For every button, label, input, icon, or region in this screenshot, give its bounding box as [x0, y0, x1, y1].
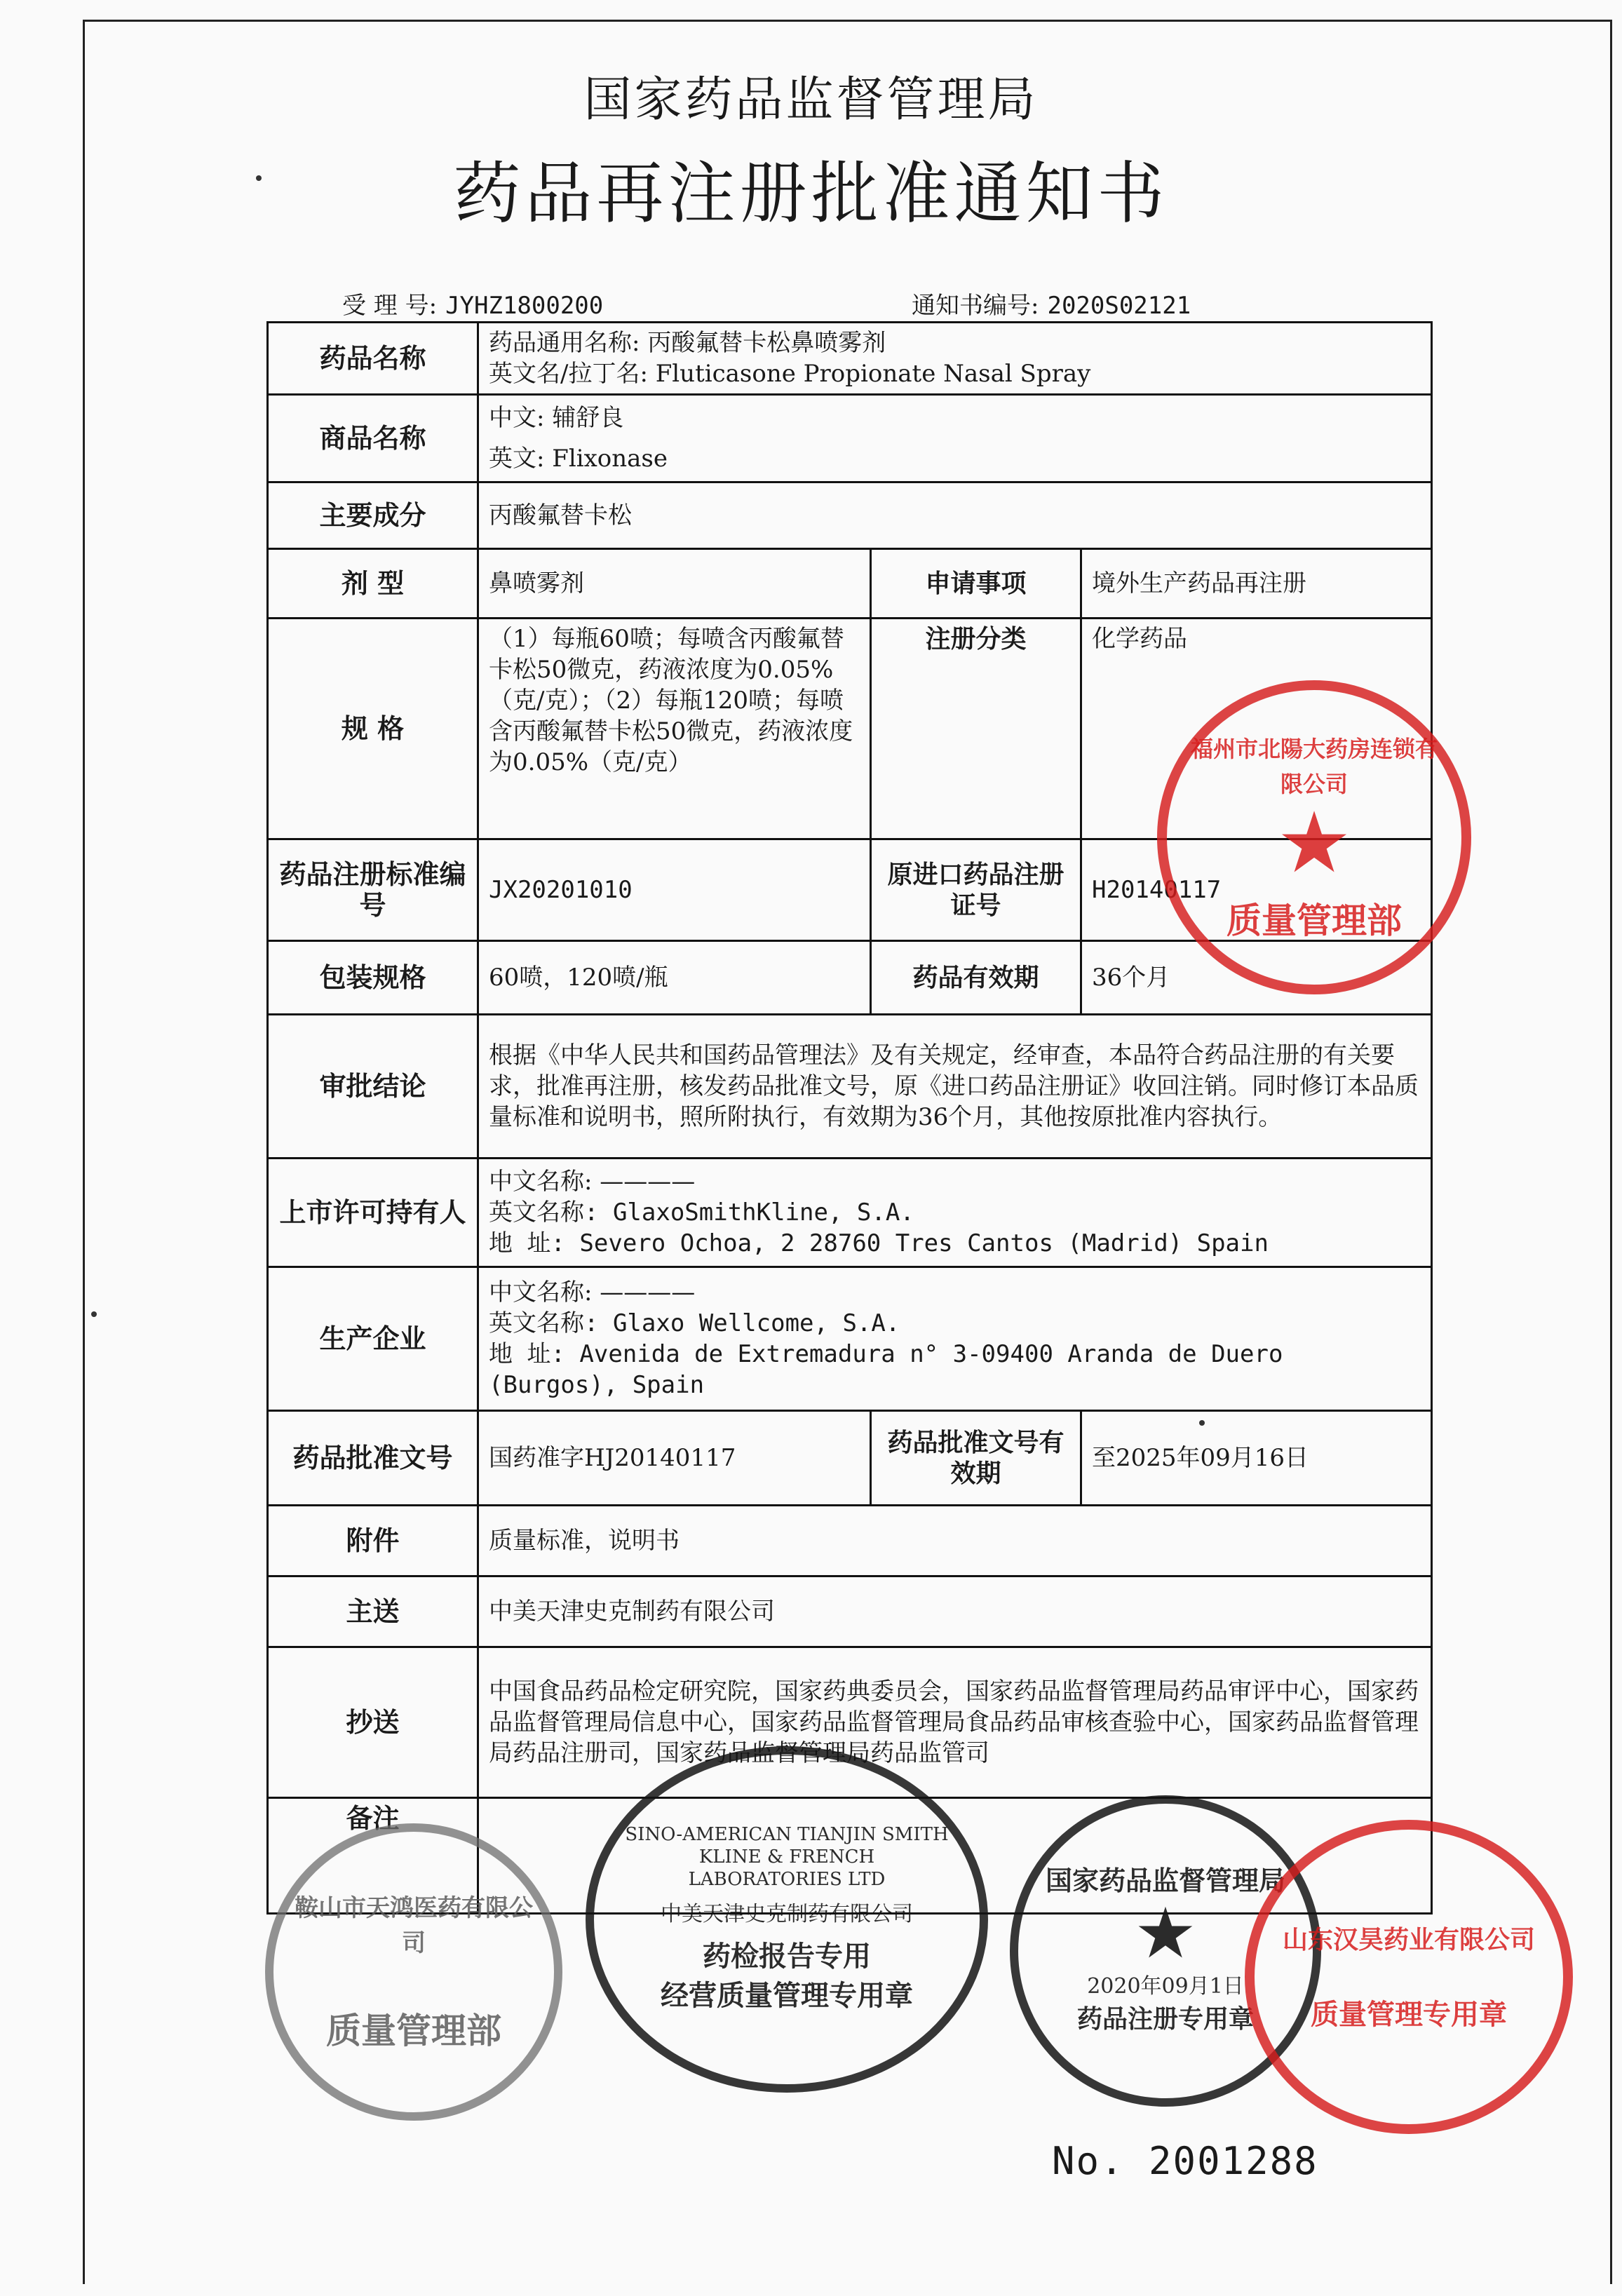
standard-no-label: 药品注册标准编号: [268, 839, 478, 941]
packaging-label: 包装规格: [268, 941, 478, 1015]
spec-value: （1）每瓶60喷；每喷含丙酸氟替卡松50微克，药液浓度为0.05%（克/克）；（2）每瓶120喷；每喷含丙酸氟替卡松50微克，药液浓度为0.05%（克/克）: [478, 619, 871, 839]
orig-import-value: H20140117: [1081, 839, 1432, 941]
gray-company-stamp: [265, 1823, 562, 2121]
red-distributor-dept: 质量管理专用章: [1311, 1997, 1507, 2031]
mah-en: 英文名称: GlaxoSmithKline, S.A.: [489, 1198, 914, 1227]
mah-value: [478, 1159, 1432, 1267]
dosage-form-value: 鼻喷雾剂: [478, 549, 871, 619]
category-value: 化学药品: [1081, 619, 1432, 839]
gray-stamp-ring: 鞍山市天鸿医药有限公司: [295, 1894, 533, 1957]
scan-speck: [91, 1311, 97, 1317]
gray-stamp-dept: 质量管理部: [326, 2010, 501, 2051]
notice-label: 通知书编号:: [912, 292, 1039, 320]
row-trade-name: [268, 395, 1432, 482]
row-approval-no: [268, 1411, 1432, 1506]
row-recipient: [268, 1576, 1432, 1647]
spec-label: 规 格: [268, 619, 478, 839]
scan-speck: [256, 175, 262, 181]
red-stamp-ring: 福州市北陽大药房连锁有限公司: [1190, 736, 1438, 797]
row-dosage-form: [268, 549, 1432, 619]
manufacturer-value: [478, 1267, 1432, 1411]
approval-form: [266, 321, 1433, 1915]
row-ingredient: [268, 482, 1432, 549]
application-label: 申请事项: [871, 549, 1081, 619]
star-icon-nmpa: ★: [1134, 1892, 1197, 1974]
validity-label: 药品有效期: [871, 941, 1081, 1015]
validity-value: 36个月: [1081, 941, 1432, 1015]
orig-import-label: 原进口药品注册证号: [871, 839, 1081, 941]
english-name: 英文名/拉丁名: Fluticasone Propionate Nasal Spray: [489, 360, 1091, 388]
agency-name: 国家药品监督管理局: [583, 72, 1039, 128]
drug-name-label: 药品名称: [268, 323, 478, 395]
manufacturer-stamp-cn-ring: 中美天津史克制药有限公司: [661, 1902, 913, 1926]
manufacturer-address: 地 址: Avenida de Extremadura n° 3-09400 Aranda de Duero (Burgos), Spain: [489, 1340, 1283, 1399]
standard-no-value: JX20201010: [478, 839, 871, 941]
mah-cn: 中文名称: ————: [489, 1168, 696, 1196]
manufacturer-stamp-line2: 经营质量管理专用章: [661, 1979, 913, 2012]
scan-speck: [1199, 1420, 1205, 1426]
trade-name-label: 商品名称: [268, 395, 478, 482]
document-title: 药品再注册批准通知书: [453, 154, 1169, 233]
approval-validity-label: 药品批准文号有效期: [871, 1411, 1081, 1506]
acceptance-value: JYHZ1800200: [445, 292, 604, 320]
row-manufacturer: [268, 1267, 1432, 1411]
nmpa-stamp-date: 2020年09月1日: [1087, 1974, 1244, 1999]
ingredient-value: 丙酸氟替卡松: [478, 482, 1432, 549]
category-label: 注册分类: [871, 619, 1081, 839]
acceptance-label: 受 理 号:: [342, 292, 438, 320]
row-conclusion: [268, 1015, 1432, 1159]
cc-label: 抄送: [268, 1647, 478, 1798]
drug-name-value: [478, 323, 1432, 395]
conclusion-label: 审批结论: [268, 1015, 478, 1159]
manufacturer-stamp-line1: 药检报告专用: [703, 1940, 871, 1973]
trade-name-value: [478, 395, 1432, 482]
manufacturer-en: 英文名称: Glaxo Wellcome, S.A.: [489, 1309, 900, 1337]
approval-validity-value: 至2025年09月16日: [1081, 1411, 1432, 1506]
row-attachment: [268, 1506, 1432, 1576]
packaging-value: 60喷，120喷/瓶: [478, 941, 871, 1015]
trade-name-cn: 中文: 辅舒良: [489, 404, 624, 432]
attachment-label: 附件: [268, 1506, 478, 1576]
dosage-form-label: 剂 型: [268, 549, 478, 619]
red-distributor-stamp: [1245, 1820, 1573, 2134]
application-value: 境外生产药品再注册: [1081, 549, 1432, 619]
ingredient-label: 主要成分: [268, 482, 478, 549]
manufacturer-stamp-en-ring: SINO-AMERICAN TIANJIN SMITH KLINE & FRENCH LABORATORIES LTD: [625, 1824, 949, 1890]
notice-value: 2020S02121: [1047, 292, 1191, 320]
red-company-stamp: [1157, 680, 1471, 994]
recipient-value: 中美天津史克制药有限公司: [478, 1576, 1432, 1647]
attachment-value: 质量标准，说明书: [478, 1506, 1432, 1576]
trade-name-en: 英文: Flixonase: [489, 445, 668, 473]
remarks-label: 备注: [268, 1798, 478, 1914]
generic-name: 药品通用名称: 丙酸氟替卡松鼻喷雾剂: [489, 329, 886, 357]
nmpa-stamp-bottom: 药品注册专用章: [1076, 2004, 1254, 2034]
row-mah: [268, 1159, 1432, 1267]
acceptance-number: [342, 286, 603, 320]
red-stamp-dept: 质量管理部: [1226, 900, 1402, 941]
recipient-label: 主送: [268, 1576, 478, 1647]
mah-address: 地 址: Severo Ochoa, 2 28760 Tres Cantos (Madrid) Spain: [489, 1229, 1269, 1257]
manufacturer-label: 生产企业: [268, 1267, 478, 1411]
star-icon: ★: [1276, 795, 1352, 892]
manufacturer-cn: 中文名称: ————: [489, 1278, 696, 1306]
approval-no-value: 国药准字HJ20140117: [478, 1411, 871, 1506]
conclusion-value: 根据《中华人民共和国药品管理法》及有关规定，经审查，本品符合药品注册的有关要求，批准再注册，核发药品批准文号，原《进口药品注册证》收回注销。同时修订本品质量标准和说明书，照所附执行，有效期为36个月，其他按原批准内容执行。: [478, 1015, 1432, 1159]
manufacturer-stamp: [586, 1746, 988, 2093]
mah-label: 上市许可持有人: [268, 1159, 478, 1267]
row-drug-name: [268, 323, 1432, 395]
notice-number: [912, 286, 1191, 320]
cc-value: 中国食品药品检定研究院，国家药典委员会，国家药品监督管理局药品审评中心，国家药品监督管理局信息中心，国家药品监督管理局食品药品审核查验中心，国家药品监督管理局药品注册司，国家药品监督管理局药品监管司: [478, 1647, 1432, 1798]
serial-number: No. 2001288: [1052, 2139, 1318, 2183]
approval-no-label: 药品批准文号: [268, 1411, 478, 1506]
red-distributor-ring: 山东汉昊药业有限公司: [1282, 1924, 1535, 1954]
nmpa-stamp-ring: 国家药品监督管理局: [1045, 1865, 1285, 1896]
